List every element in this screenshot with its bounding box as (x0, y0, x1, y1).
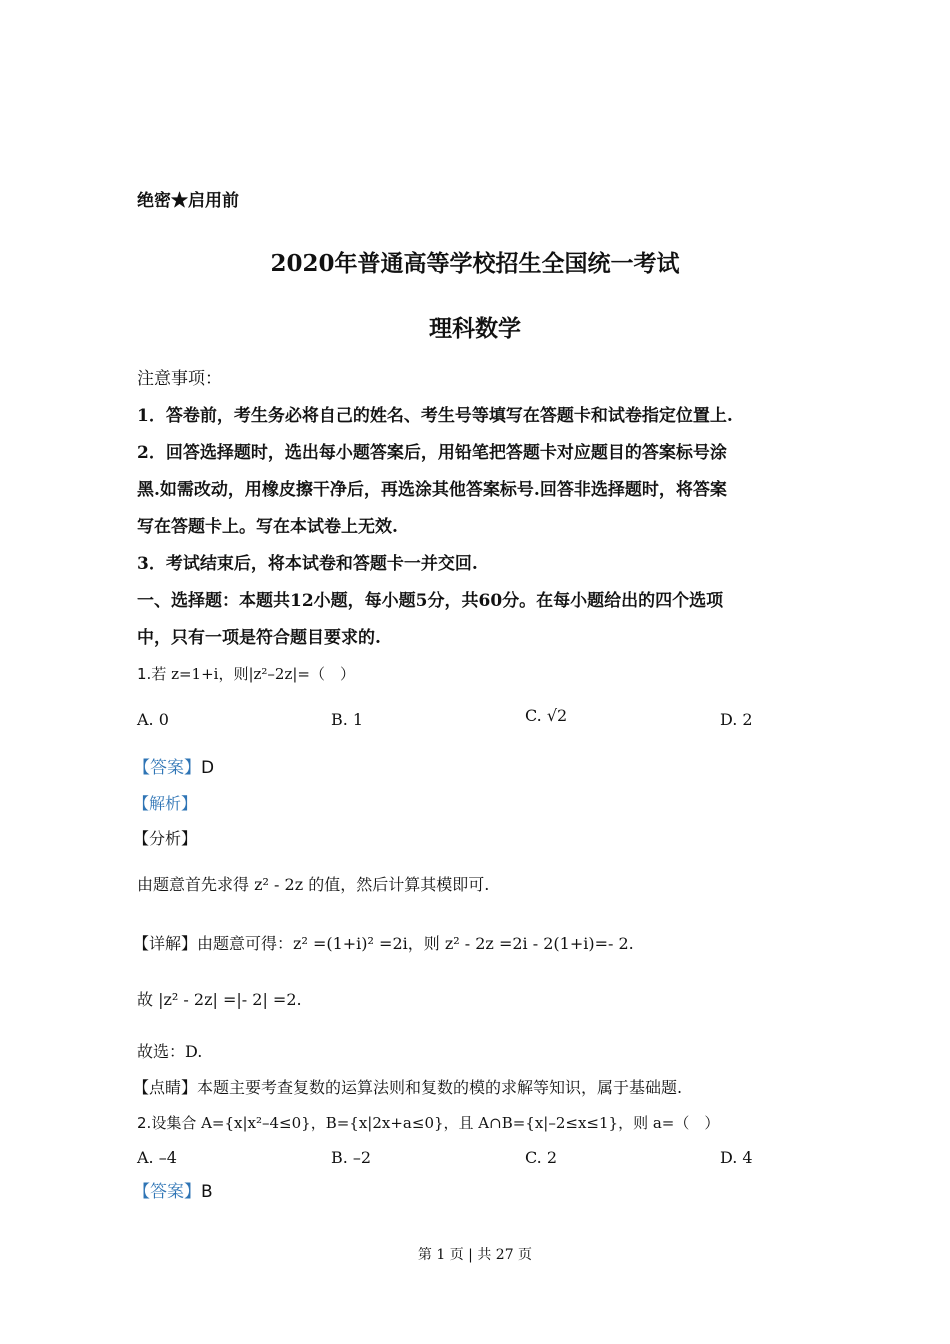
question-stem: 设集合 A={x|x²–4≤0}，B={x|2x+a≤0}，且 A∩B={x|–2≤x≤1}，则 a=（ ） (151, 1114, 720, 1132)
notice-heading: 注意事项： (137, 369, 222, 389)
answer-value: B (201, 1182, 213, 1202)
option-b: B. –2 (331, 1148, 372, 1167)
question-number: 2. (137, 1114, 152, 1132)
option-d: D. 4 (720, 1148, 753, 1167)
option-a: A. 0 (137, 710, 169, 729)
option-c: C. √2 (525, 706, 568, 725)
answer-line (133, 757, 214, 779)
notice-item: 黑.如需改动，用橡皮擦干净后，再选涂其他答案标号.回答非选择题时，将答案 (137, 480, 727, 500)
conclusion: 故 |z² - 2z| =|- 2| =2. (137, 990, 302, 1009)
answer-label: 【答案】 (133, 758, 201, 778)
question-2 (137, 1112, 719, 1134)
notice-item: 2．回答选择题时，选出每小题答案后，用铅笔把答题卡对应题目的答案标号涂 (137, 443, 727, 463)
detail-label: 【详解】 (133, 934, 198, 953)
section-heading: 一、选择题：本题共12小题，每小题5分，共60分。在每小题给出的四个选项 (137, 591, 724, 611)
option-d: D. 2 (720, 710, 753, 729)
question-stem: 若 z=1+i，则|z²–2z|=（ ） (151, 665, 355, 683)
choice-conclusion: 故选：D. (137, 1042, 203, 1061)
option-a: A. –4 (137, 1148, 177, 1167)
comment-label: 【点睛】 (133, 1078, 198, 1097)
comment-text: 本题主要考查复数的运算法则和复数的模的求解等知识，属于基础题. (197, 1078, 683, 1097)
notice-item: 3．考试结束后，将本试卷和答题卡一并交回. (137, 554, 478, 574)
notice-item: 1．答卷前，考生务必将自己的姓名、考生号等填写在答题卡和试卷指定位置上. (137, 406, 733, 426)
page-footer: 第 1 页 | 共 27 页 (417, 1247, 533, 1263)
fenxi-label: 【分析】 (133, 829, 198, 848)
option-b: B. 1 (331, 710, 364, 729)
page-title: 2020年普通高等学校招生全国统一考试 (270, 250, 680, 277)
answer-value: D (201, 758, 215, 778)
detail-text: 由题意可得：z² =(1+i)² =2i，则 z² - 2z =2i - 2(1+i)=- 2. (197, 934, 634, 953)
option-c: C. 2 (525, 1148, 558, 1167)
notice-item: 写在答题卡上。写在本试卷上无效. (137, 517, 398, 537)
page-subtitle: 理科数学 (429, 315, 521, 342)
fenxi-text: 由题意首先求得 z² - 2z 的值，然后计算其模即可. (137, 875, 490, 894)
question-number: 1. (137, 665, 152, 683)
comment-line (133, 1077, 682, 1099)
jiexi-label: 【解析】 (133, 794, 198, 813)
answer-label: 【答案】 (133, 1182, 201, 1202)
question-1 (137, 663, 355, 685)
section-heading: 中，只有一项是符合题目要求的. (137, 628, 381, 648)
answer-line (133, 1181, 213, 1203)
confidential-header: 绝密★启用前 (137, 191, 239, 211)
detail-line (133, 933, 634, 955)
